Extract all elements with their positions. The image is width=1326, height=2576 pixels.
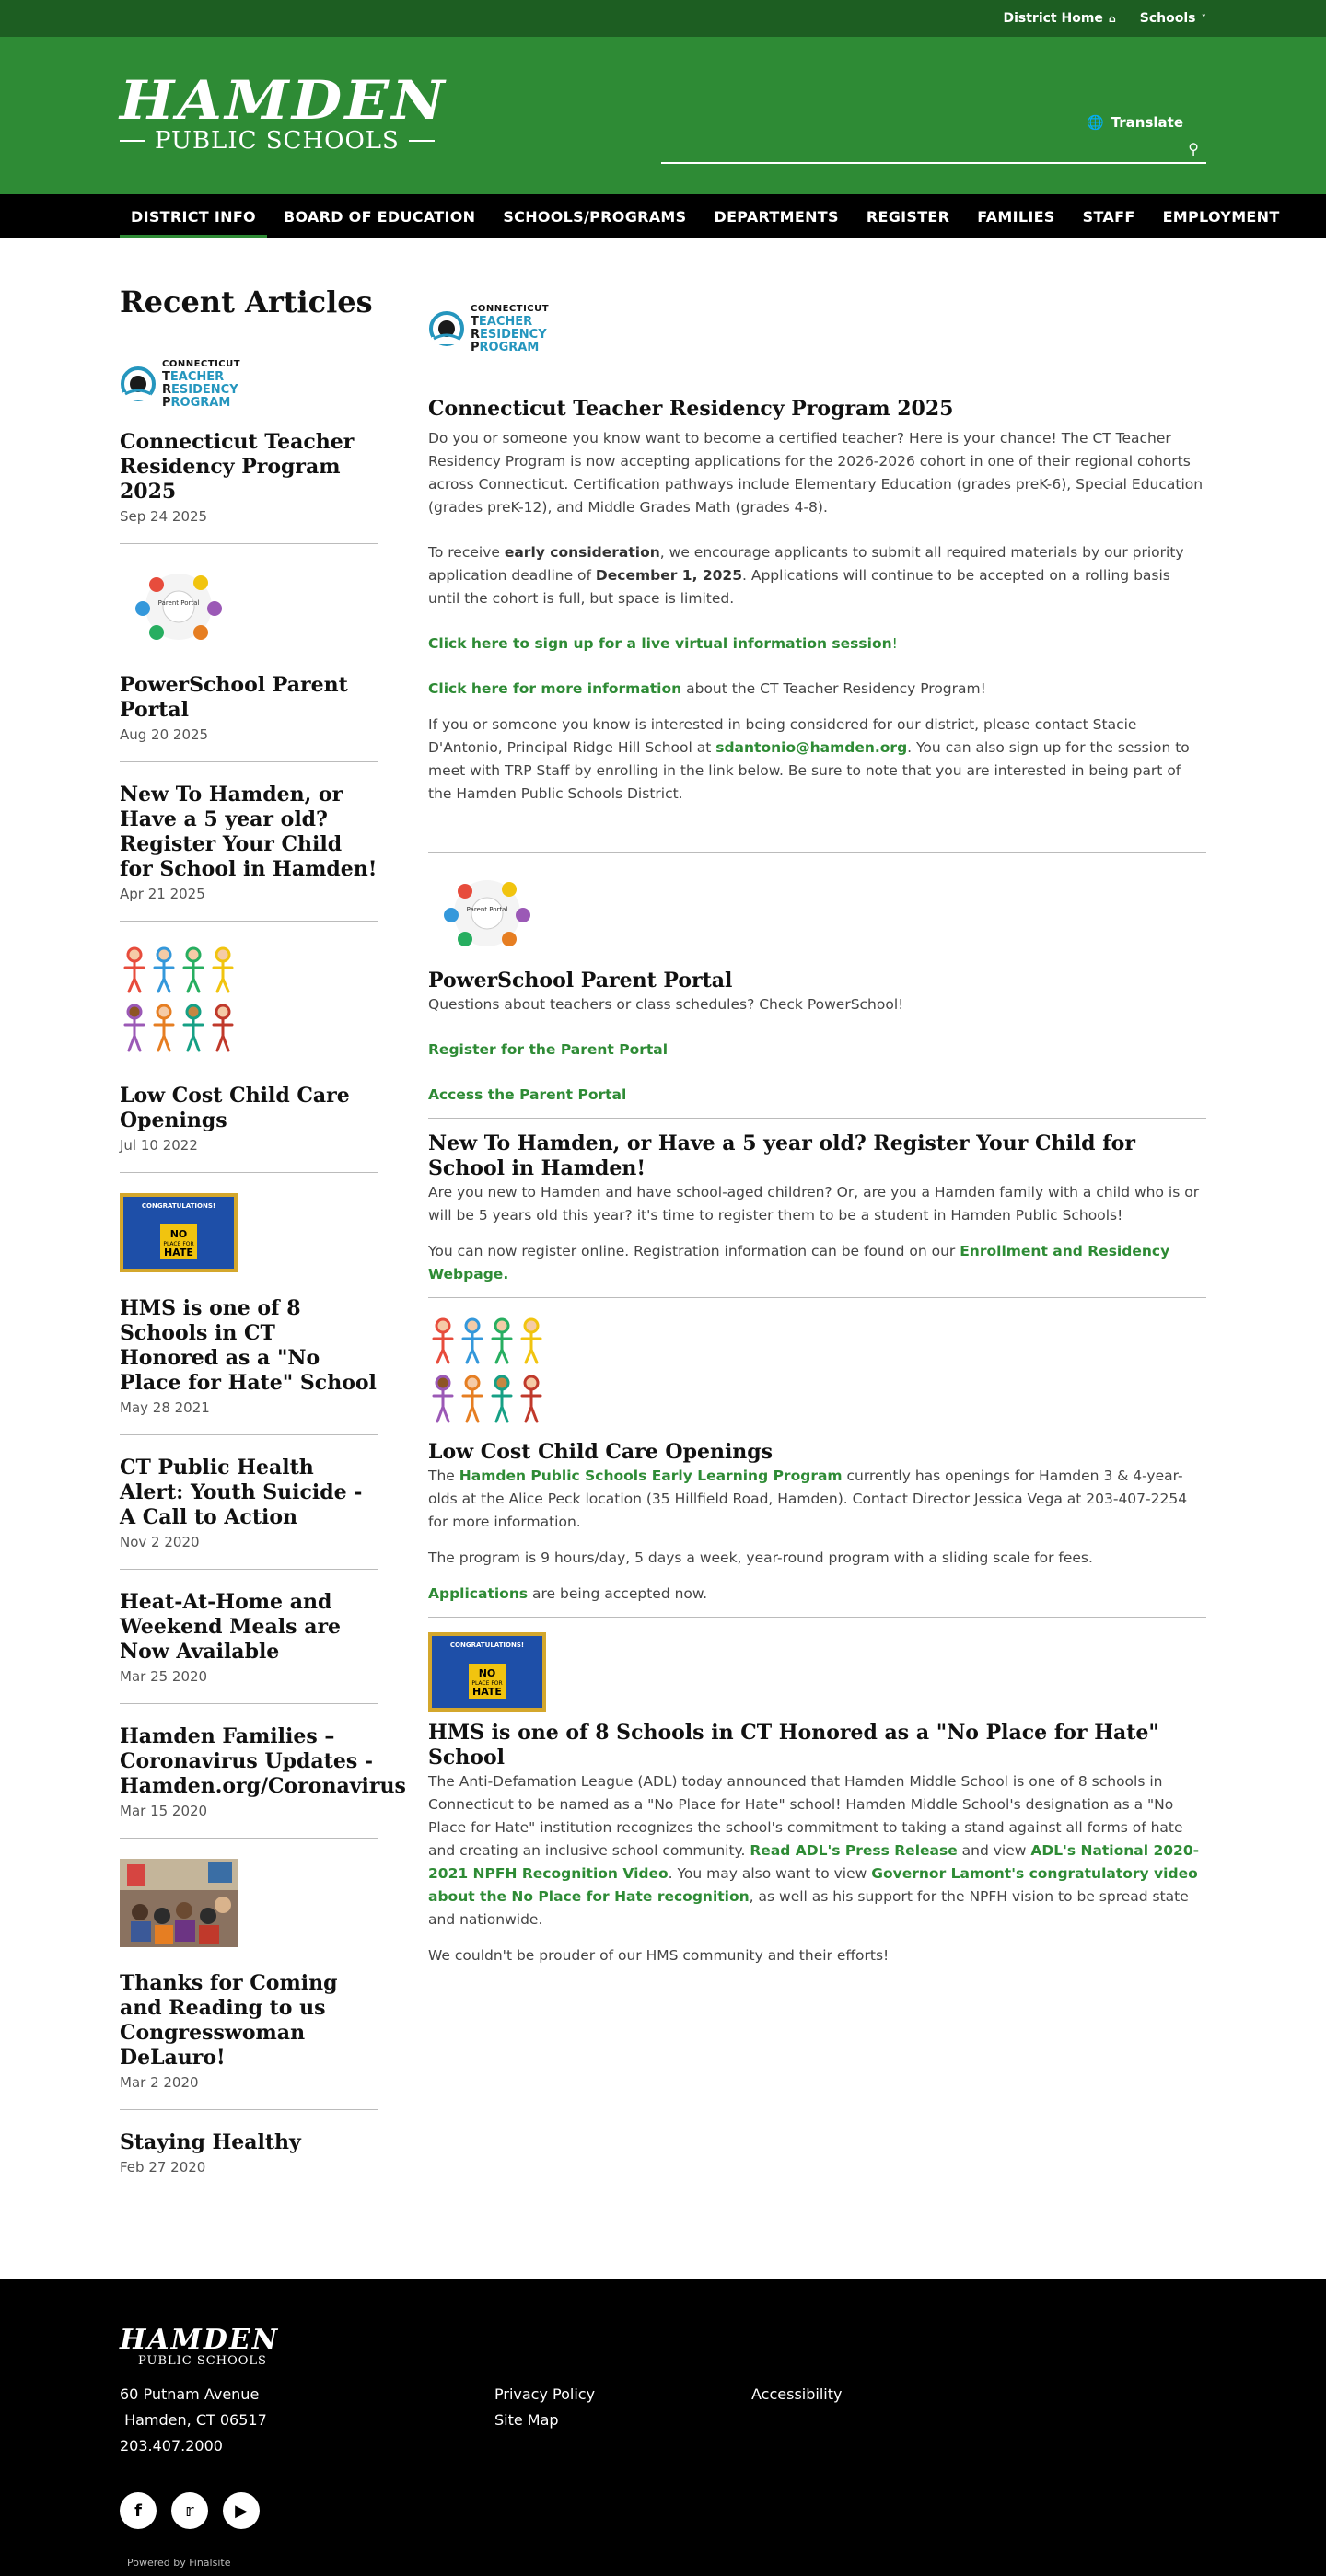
more-info-link[interactable]: Click here for more information — [428, 680, 682, 697]
sidebar-article-title[interactable]: Connecticut Teacher Residency Program 2025 — [120, 430, 355, 504]
sidebar-article-title[interactable]: Thanks for Coming and Reading to us Congresswoman DeLauro! — [120, 1971, 338, 2070]
sidebar-article-title[interactable]: HMS is one of 8 Schools in CT Honored as a "No Place for Hate" School — [120, 1296, 377, 1395]
parent-portal-image[interactable] — [428, 871, 1206, 959]
email-link[interactable]: sdantonio@hamden.org — [715, 739, 908, 756]
search-icon[interactable]: ⚲ — [1188, 140, 1199, 157]
article-title[interactable]: New To Hamden, or Have a 5 year old? Register Your Child for School in Hamden! — [428, 1131, 1135, 1180]
svg-text:HATE: HATE — [472, 1686, 502, 1698]
main-nav — [0, 194, 1326, 238]
site-footer — [0, 2279, 1326, 2576]
register-portal-link[interactable]: Register for the Parent Portal — [428, 1041, 669, 1058]
nav-employment[interactable]: EMPLOYMENT — [1162, 207, 1280, 226]
virtual-session-link[interactable]: Click here to sign up for a live virtual information session — [428, 635, 892, 652]
site-header — [0, 37, 1326, 194]
article-paragraph: Questions about teachers or class schedules? Check PowerSchool! — [428, 996, 904, 1013]
home-icon: ⌂ — [1108, 12, 1116, 25]
sidebar-article-title[interactable]: Low Cost Child Care Openings — [120, 1084, 350, 1132]
svg-text:NO: NO — [478, 1667, 496, 1679]
article-title[interactable]: Connecticut Teacher Residency Program 2025 — [428, 397, 954, 421]
sidebar-article-date: Jul 10 2022 — [120, 1137, 198, 1154]
access-portal-link[interactable]: Access the Parent Portal — [428, 1086, 627, 1103]
sidebar-article — [120, 1724, 406, 1839]
article-feed — [428, 284, 1206, 2214]
article-paragraph: To receive early consideration, we encourage applicants to submit all required materials by our priority application deadline of December 1, 2025. Applications will continue to be accepted on a rolling basis until the cohort is full, but space is limited. — [428, 544, 1184, 607]
article-child-care — [428, 1313, 1206, 1606]
privacy-policy-link[interactable]: Privacy Policy — [494, 2385, 596, 2403]
translate-button[interactable]: 🌐 Translate — [1086, 114, 1183, 131]
svg-text:CONGRATULATIONS!: CONGRATULATIONS! — [449, 1642, 525, 1649]
article-ctrp — [428, 284, 1206, 806]
svg-text:PLACE FOR: PLACE FOR — [163, 1241, 194, 1247]
article-paragraph — [428, 1039, 1206, 1062]
footer-logo[interactable]: HAMDEN PUBLIC SCHOOLS — [120, 2327, 285, 2368]
no-place-for-hate-thumb[interactable] — [120, 1193, 378, 1276]
sidebar-article-date: Mar 15 2020 — [120, 1803, 208, 1819]
address-line-2: Hamden, CT 06517 — [120, 2411, 267, 2429]
nav-families[interactable]: FAMILIES — [977, 207, 1055, 226]
nav-departments[interactable]: DEPARTMENTS — [714, 207, 839, 226]
facebook-icon[interactable]: f — [120, 2492, 157, 2529]
site-logo[interactable]: HAMDEN PUBLIC SCHOOLS — [120, 69, 448, 155]
adl-video-link[interactable]: ADL's National 2020-2021 NPFH Recognition Video — [428, 1842, 1200, 1882]
sidebar-article-date: Aug 20 2025 — [120, 726, 209, 743]
nav-schools-programs[interactable]: SCHOOLS/PROGRAMS — [503, 207, 687, 226]
twitter-icon[interactable]: 𝕣 — [171, 2492, 208, 2529]
nav-staff[interactable]: STAFF — [1082, 207, 1135, 226]
article-paragraph: Are you new to Hamden and have school-aged children? Or, are you a Hamden family with a child who is or will be 5 years old this year? it's time to register them to be a student in Hamden Public Schools! — [428, 1184, 1200, 1224]
ctrp-logo[interactable]: CONNECTICUT TEACHER RESIDENCY PROGRAM — [428, 303, 1206, 354]
governor-video-link[interactable]: Governor Lamont's congratulatory video about the No Place for Hate recognition — [428, 1865, 1198, 1905]
sidebar-article — [120, 358, 378, 544]
article-register — [428, 1131, 1206, 1286]
sidebar-article-date: Feb 27 2020 — [120, 2159, 206, 2176]
sidebar-article-title[interactable]: New To Hamden, or Have a 5 year old? Register Your Child for School in Hamden! — [120, 783, 378, 881]
youtube-icon[interactable]: ▶ — [223, 2492, 260, 2529]
sidebar-article-date: May 28 2021 — [120, 1399, 210, 1416]
article-paragraph: The Anti-Defamation League (ADL) today announced that Hamden Middle School is one of 8 schools in Connecticut to be named as a "No Place for Hate" school! Hamden Middle School's designation as a "No Place for Hate" institution recognizes the school's commitment to taking a stand against all forms of hate and creating an inclusive school community. Read ADL's Press Release and view ADL's National 2020-2021 NPFH Recognition Video. You may also want to view Governor Lamont's congratulatory video about the No Place for Hate recognition, as well as his support for the NPFH vision to be spread state and nationwide. — [428, 1773, 1200, 1928]
no-place-for-hate-image[interactable] — [428, 1632, 1206, 1715]
children-illustration-thumb[interactable] — [120, 942, 378, 1063]
utility-bar — [0, 0, 1326, 37]
article-paragraph: You can now register online. Registration information can be found on our Enrollment and Residency Webpage. — [428, 1243, 1170, 1282]
article-title[interactable]: HMS is one of 8 Schools in CT Honored as a "No Place for Hate" School — [428, 1721, 1159, 1770]
district-home-link[interactable]: District Home ⌂ — [1003, 11, 1116, 26]
enrollment-link[interactable]: Enrollment and Residency Webpage. — [428, 1243, 1170, 1282]
svg-text:Parent Portal: Parent Portal — [466, 906, 508, 913]
sidebar-article — [120, 1456, 378, 1570]
sidebar-article-title[interactable]: Staying Healthy — [120, 2130, 301, 2154]
sidebar-article — [120, 1193, 378, 1435]
children-illustration[interactable] — [428, 1313, 1206, 1434]
article-divider — [428, 1297, 1206, 1298]
article-paragraph: Click here for more information about the CT Teacher Residency Program! — [428, 680, 986, 697]
early-learning-link[interactable]: Hamden Public Schools Early Learning Program — [459, 1468, 843, 1484]
svg-text:HATE: HATE — [164, 1247, 193, 1259]
address-line-1: 60 Putnam Avenue — [120, 2385, 260, 2403]
sidebar-article-title[interactable]: CT Public Health Alert: Youth Suicide - A Call to Action — [120, 1456, 363, 1529]
parent-portal-thumb[interactable] — [120, 564, 378, 653]
applications-link[interactable]: Applications — [428, 1585, 529, 1602]
sidebar-article-date: Mar 25 2020 — [120, 1668, 208, 1685]
search-bar — [661, 136, 1206, 164]
article-paragraph: Click here to sign up for a live virtual information session! — [428, 635, 898, 652]
sidebar-article-title[interactable]: PowerSchool Parent Portal — [120, 673, 348, 722]
sidebar-article-date: Mar 2 2020 — [120, 2074, 199, 2091]
search-input[interactable] — [661, 136, 1177, 162]
powered-by[interactable]: Powered by Finalsite — [127, 2557, 231, 2569]
article-title[interactable]: Low Cost Child Care Openings — [428, 1440, 774, 1464]
sidebar-article — [120, 783, 378, 922]
nav-board-of-education[interactable]: BOARD OF EDUCATION — [283, 207, 476, 226]
article-no-place-for-hate — [428, 1632, 1206, 1967]
adl-press-release-link[interactable]: Read ADL's Press Release — [750, 1842, 958, 1859]
article-paragraph: The program is 9 hours/day, 5 days a week, year-round program with a sliding scale for fees. — [428, 1549, 1093, 1566]
sidebar-article-date: Apr 21 2025 — [120, 886, 205, 902]
article-paragraph: The Hamden Public Schools Early Learning Program currently has openings for Hamden 3 & 4-year-olds at the Alice Peck location (35 Hillfield Road, Hamden). Contact Director Jessica Vega at 203-407-2254 for more information. — [428, 1468, 1188, 1530]
schools-dropdown[interactable]: Schools ˅ — [1139, 11, 1206, 26]
social-links — [120, 2492, 260, 2529]
article-paragraph — [428, 1084, 1206, 1107]
article-divider — [428, 1118, 1206, 1119]
article-paragraph: Applications are being accepted now. — [428, 1585, 708, 1602]
svg-text:PLACE FOR: PLACE FOR — [471, 1680, 503, 1687]
article-powerschool — [428, 871, 1206, 1107]
article-divider — [428, 1617, 1206, 1618]
accessibility-link[interactable]: Accessibility — [751, 2385, 843, 2403]
sidebar-title: Recent Articles — [120, 284, 373, 319]
article-paragraph: If you or someone you know is interested in being considered for our district, please contact Stacie D'Antonio, Principal Ridge Hill School at sdantonio@hamden.org. You can also sign up for the session to meet with TRP Staff by enrolling in the link below. Be sure to note that you are interested in being part of the Hamden Public Schools District. — [428, 716, 1190, 802]
ctrp-logo-thumb[interactable]: CONNECTICUT TEACHER RESIDENCY PROGRAM — [120, 358, 378, 410]
svg-text:NO: NO — [169, 1228, 188, 1240]
sidebar-article — [120, 1590, 378, 1704]
sidebar-article-title[interactable]: Heat-At-Home and Weekend Meals are Now Available — [120, 1590, 342, 1664]
svg-text:CONGRATULATIONS!: CONGRATULATIONS! — [141, 1202, 216, 1210]
article-title[interactable]: PowerSchool Parent Portal — [428, 969, 733, 992]
sidebar-article — [120, 942, 378, 1173]
footer-links-2 — [751, 2382, 842, 2408]
recent-articles-sidebar — [120, 284, 406, 2214]
footer-links — [494, 2382, 595, 2433]
footer-address — [120, 2382, 267, 2459]
phone-number[interactable]: 203.407.2000 — [120, 2437, 223, 2454]
sidebar-article-date: Sep 24 2025 — [120, 508, 208, 525]
sidebar-article — [120, 2130, 378, 2194]
chevron-down-icon: ˅ — [1201, 12, 1206, 25]
article-paragraph: Do you or someone you know want to become a certified teacher? Here is your chance! The CT Teacher Residency Program is now accepting applications for the 2026-2026 cohort in one of their regional cohorts across Connecticut. Certification pathways include Elementary Education (grades preK-6), Special Education (grades preK-12), and Middle Grades Math (grades 4-8). — [428, 430, 1204, 516]
site-map-link[interactable]: Site Map — [494, 2411, 559, 2429]
sidebar-article-date: Nov 2 2020 — [120, 1534, 200, 1550]
sidebar-article-title[interactable]: Hamden Families – Coronavirus Updates - Hamden.org/Coronavirus — [120, 1724, 406, 1798]
globe-icon: 🌐 — [1086, 114, 1104, 131]
nav-register[interactable]: REGISTER — [866, 207, 950, 226]
portal-label-text: Parent Portal — [157, 599, 200, 607]
sidebar-article — [120, 564, 378, 762]
nav-district-info[interactable]: DISTRICT INFO — [120, 194, 267, 238]
classroom-photo-thumb[interactable] — [120, 1859, 378, 1951]
article-divider — [428, 852, 1206, 853]
sidebar-article — [120, 1859, 378, 2110]
article-paragraph: We couldn't be prouder of our HMS community and their efforts! — [428, 1947, 890, 1964]
